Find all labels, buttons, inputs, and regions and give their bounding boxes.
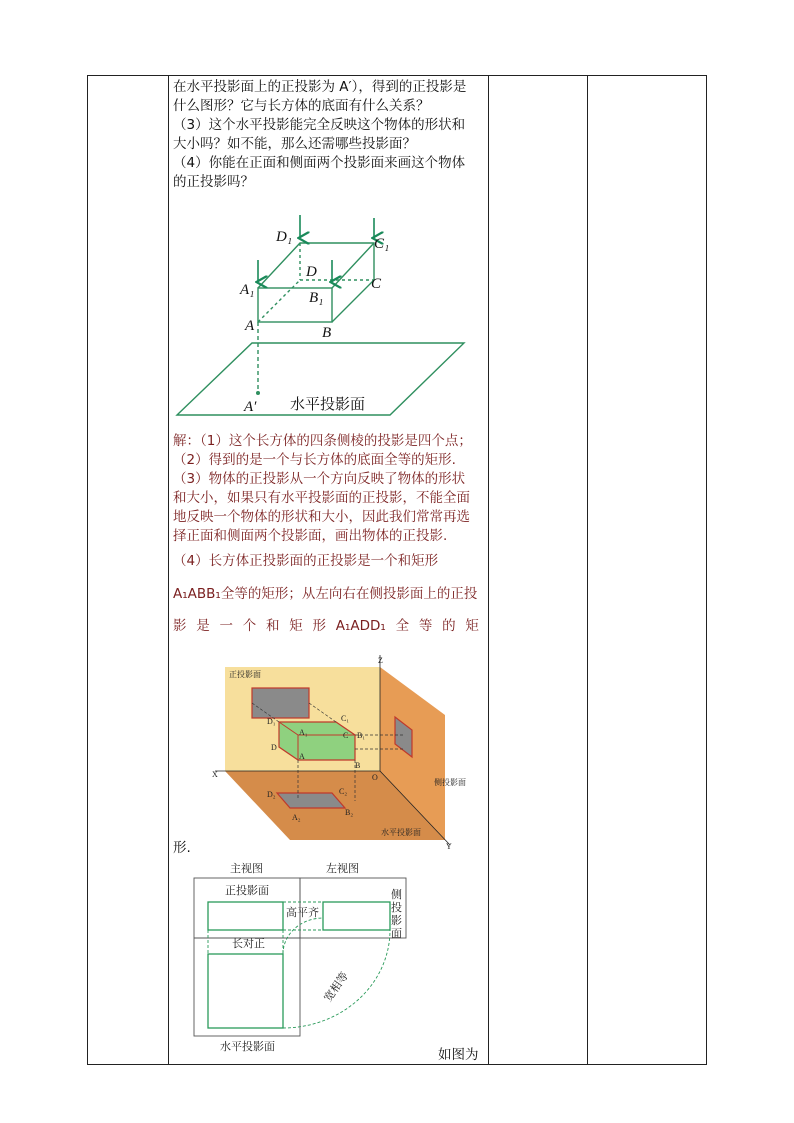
front-plane-label: 正投影面 bbox=[225, 885, 269, 897]
question-line-1: 在水平投影面上的正投影为 A′），得到的正投影是 bbox=[173, 79, 467, 95]
question-line-6: 的正投影吗？ bbox=[173, 174, 254, 190]
label-B1: B₁ bbox=[309, 290, 324, 306]
point-label: D₂ bbox=[267, 790, 276, 799]
height-align-label: 高平齐 bbox=[286, 907, 319, 919]
point-label: C₂ bbox=[339, 787, 348, 796]
question-line-3: （3）这个水平投影能完全反映这个物体的形状和 bbox=[173, 117, 466, 133]
point-label: B bbox=[355, 761, 361, 770]
side-plane-char: 面 bbox=[391, 928, 402, 940]
question-line-4: 大小吗？如不能，那么还需哪些投影面？ bbox=[173, 136, 416, 152]
point-label: C₁ bbox=[341, 714, 350, 723]
top-view-rect bbox=[208, 954, 283, 1028]
length-align-label: 长对正 bbox=[232, 938, 265, 950]
label-B: B bbox=[322, 325, 332, 341]
point-label: A bbox=[299, 752, 305, 761]
point-label: A₁ bbox=[299, 728, 308, 737]
label-A: A bbox=[245, 318, 255, 334]
solution-line-9: 影 是 一 个 和 矩 形 A₁ADD₁ 全 等 的 矩 bbox=[173, 618, 479, 634]
point-label: B₁ bbox=[357, 731, 366, 740]
solution-block bbox=[173, 432, 483, 636]
three-view-figure bbox=[190, 858, 415, 1058]
main-view-rect bbox=[208, 902, 283, 930]
label-A1: A₁ bbox=[240, 282, 255, 298]
three-plane-projection-figure bbox=[205, 655, 466, 851]
solution-line-5: 地反映一个物体的形状和大小，因此我们常常再选 bbox=[173, 509, 470, 525]
question-line-5: （4）你能在正面和侧面两个投影面来画这个物体 bbox=[173, 155, 466, 171]
cuboid-projection-figure bbox=[172, 210, 472, 425]
front-projection bbox=[252, 688, 309, 718]
point-label: B₂ bbox=[345, 808, 354, 817]
green-cuboid bbox=[279, 722, 355, 760]
label-D: D bbox=[306, 264, 317, 280]
horizontal-plane-label: 水平投影面 bbox=[220, 1041, 275, 1053]
origin-label: O bbox=[372, 773, 378, 782]
width-equal-label: 宽相等 bbox=[322, 970, 352, 1005]
solution-line-2: （2）得到的是一个与长方体的底面全等的矩形. bbox=[173, 452, 456, 468]
axis-z-label: Z bbox=[378, 656, 383, 665]
left-view-rect bbox=[323, 902, 390, 930]
cuboid bbox=[258, 243, 374, 322]
main-view-label: 主视图 bbox=[230, 863, 263, 875]
label-A-prime: A′ bbox=[244, 399, 257, 415]
side-plane-char: 影 bbox=[391, 915, 402, 927]
footer-text: 如图为 bbox=[438, 1047, 479, 1063]
point-label: D bbox=[271, 743, 277, 752]
point-label: A₂ bbox=[292, 813, 301, 822]
solution-line-3: （3）物体的正投影从一个方向反映了物体的形状 bbox=[173, 471, 466, 487]
label-C1: C₁ bbox=[374, 236, 390, 252]
question-line-2: 什么图形？它与长方体的底面有什么关系？ bbox=[173, 98, 430, 114]
side-plane-char: 投 bbox=[391, 902, 402, 914]
projection-point bbox=[256, 391, 260, 395]
front-plane-label: 正投影面 bbox=[229, 670, 261, 679]
solution-line-7: （4）长方体正投影面的正投影是一个和矩形 bbox=[173, 553, 439, 569]
label-C: C bbox=[371, 276, 382, 292]
column-divider-2 bbox=[488, 76, 489, 1064]
horizontal-plane-label: 水平投影面 bbox=[381, 828, 421, 837]
solution-line-8: A₁ABB₁全等的矩形；从左向右在侧投影面上的正投 bbox=[173, 586, 478, 602]
axis-x-label: X bbox=[212, 770, 218, 779]
point-label: C bbox=[343, 731, 349, 740]
column-divider-3 bbox=[587, 76, 588, 1064]
left-view-label: 左视图 bbox=[326, 863, 359, 875]
solution-line-6: 择正面和侧面两个投影面，画出物体的正投影. bbox=[173, 528, 448, 544]
point-label: D₁ bbox=[267, 717, 276, 726]
label-D1: D₁ bbox=[276, 229, 293, 245]
side-plane-label: 侧投影面 bbox=[434, 778, 466, 787]
axis-y-label: Y bbox=[446, 842, 452, 851]
solution-line-10: 形. bbox=[173, 840, 191, 856]
solution-line-1: 解：（1）这个长方体的四条侧棱的投影是四个点； bbox=[173, 433, 472, 449]
column-divider-1 bbox=[168, 76, 169, 1064]
content-cell bbox=[173, 78, 483, 192]
side-plane-char: 侧 bbox=[391, 889, 402, 901]
solution-line-4: 和大小，如果只有水平投影面的正投影，不能全面 bbox=[173, 490, 470, 506]
plane-label: 水平投影面 bbox=[290, 396, 366, 413]
